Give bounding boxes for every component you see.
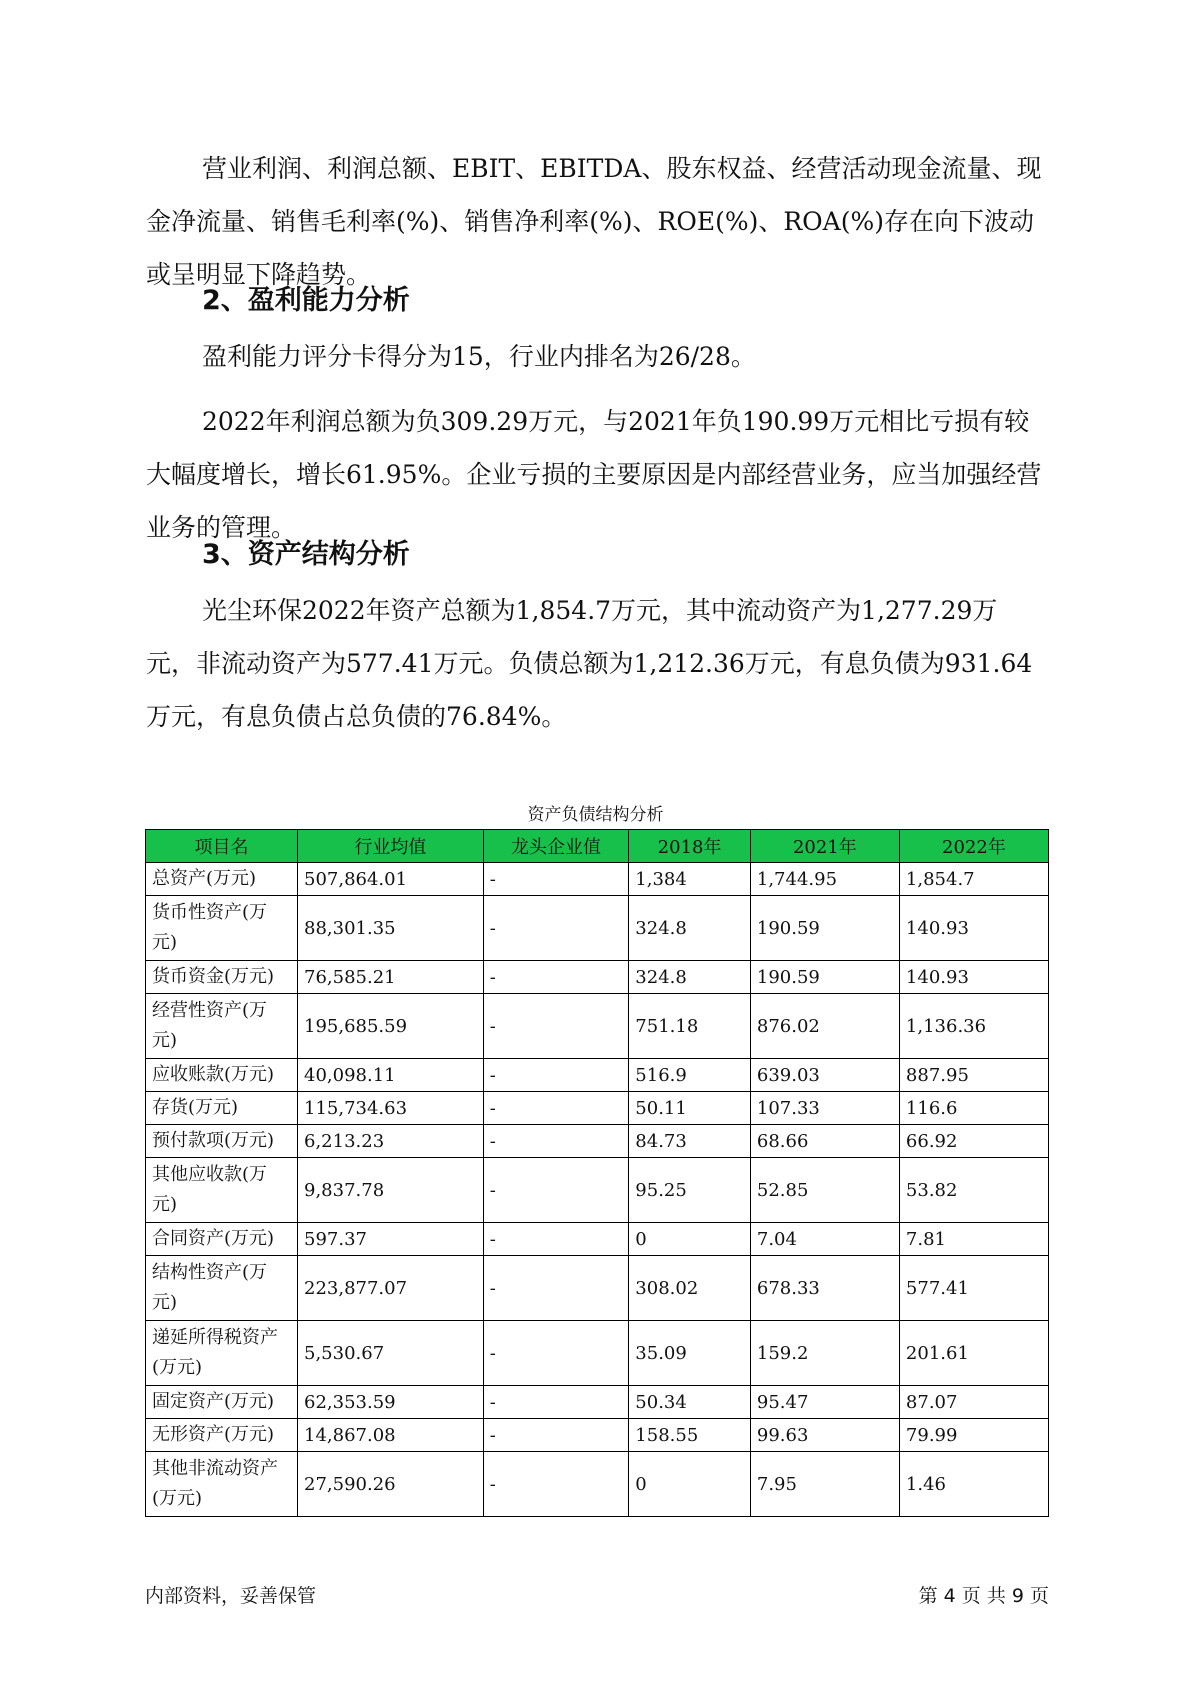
value-cell: 190.59 — [750, 961, 899, 994]
value-cell: 35.09 — [629, 1321, 751, 1386]
value-cell: 577.41 — [899, 1256, 1048, 1321]
value-cell: 158.55 — [629, 1419, 751, 1452]
value-cell: 95.25 — [629, 1158, 751, 1223]
table-header-row — [146, 830, 1049, 863]
table-caption: 资产负债结构分析 — [527, 805, 664, 825]
value-cell: 308.02 — [629, 1256, 751, 1321]
paragraph-scorecard — [146, 330, 1046, 383]
value-cell: 0 — [629, 1223, 751, 1256]
table-row — [146, 1223, 1049, 1256]
table-row — [146, 1092, 1049, 1125]
value-cell: 324.8 — [629, 896, 751, 961]
value-cell: 88,301.35 — [298, 896, 484, 961]
section-heading-profitability: 2、盈利能力分析 — [202, 285, 410, 316]
value-cell: 7.81 — [899, 1223, 1048, 1256]
value-cell: 50.11 — [629, 1092, 751, 1125]
paragraph-profit — [146, 395, 1046, 554]
value-cell: 87.07 — [899, 1386, 1048, 1419]
value-cell: 7.95 — [750, 1452, 899, 1517]
row-label-cell: 总资产(万元) — [146, 863, 298, 896]
balance-sheet-table — [145, 829, 1049, 1517]
value-cell: 107.33 — [750, 1092, 899, 1125]
table-row — [146, 896, 1049, 961]
column-header: 项目名 — [146, 830, 298, 863]
value-cell: - — [483, 1223, 629, 1256]
value-cell: 140.93 — [899, 896, 1048, 961]
value-cell: 1,854.7 — [899, 863, 1048, 896]
value-cell: 0 — [629, 1452, 751, 1517]
row-label-cell: 其他非流动资产(万元) — [146, 1452, 298, 1517]
section-heading-asset-structure: 3、资产结构分析 — [202, 539, 410, 570]
value-cell: 195,685.59 — [298, 994, 484, 1059]
value-cell: 887.95 — [899, 1059, 1048, 1092]
column-header: 2018年 — [629, 830, 751, 863]
value-cell: - — [483, 1256, 629, 1321]
value-cell: 14,867.08 — [298, 1419, 484, 1452]
paragraph-text: 盈利能力评分卡得分为15，行业内排名为26/28。 — [202, 342, 756, 371]
value-cell: 27,590.26 — [298, 1452, 484, 1517]
value-cell: 53.82 — [899, 1158, 1048, 1223]
value-cell: 68.66 — [750, 1125, 899, 1158]
table-row — [146, 1158, 1049, 1223]
value-cell: - — [483, 863, 629, 896]
value-cell: 751.18 — [629, 994, 751, 1059]
value-cell: 79.99 — [899, 1419, 1048, 1452]
value-cell: 5,530.67 — [298, 1321, 484, 1386]
value-cell: 115,734.63 — [298, 1092, 484, 1125]
value-cell: 40,098.11 — [298, 1059, 484, 1092]
value-cell: 223,877.07 — [298, 1256, 484, 1321]
value-cell: 99.63 — [750, 1419, 899, 1452]
value-cell: 876.02 — [750, 994, 899, 1059]
value-cell: - — [483, 1059, 629, 1092]
table-row — [146, 1256, 1049, 1321]
value-cell: 7.04 — [750, 1223, 899, 1256]
value-cell: 201.61 — [899, 1321, 1048, 1386]
paragraph-text: 光尘环保2022年资产总额为1,854.7万元，其中流动资产为1,277.29万元，非流动资产为577.41万元。负债总额为1,212.36万元，有息负债为931.64万元，有息负债占总负债的76.84%。 — [146, 596, 1033, 731]
value-cell: 507,864.01 — [298, 863, 484, 896]
value-cell: 597.37 — [298, 1223, 484, 1256]
value-cell: - — [483, 1158, 629, 1223]
value-cell: 84.73 — [629, 1125, 751, 1158]
value-cell: 140.93 — [899, 961, 1048, 994]
value-cell: - — [483, 1386, 629, 1419]
value-cell: 76,585.21 — [298, 961, 484, 994]
value-cell: 516.9 — [629, 1059, 751, 1092]
row-label-cell: 结构性资产(万元) — [146, 1256, 298, 1321]
value-cell: - — [483, 1092, 629, 1125]
value-cell: 639.03 — [750, 1059, 899, 1092]
value-cell: 1,136.36 — [899, 994, 1048, 1059]
row-label-cell: 其他应收款(万元) — [146, 1158, 298, 1223]
row-label-cell: 递延所得税资产(万元) — [146, 1321, 298, 1386]
paragraph-text: 2022年利润总额为负309.29万元，与2021年负190.99万元相比亏损有较大幅度增长，增长61.95%。企业亏损的主要原因是内部经营业务，应当加强经营业务的管理。 — [146, 407, 1042, 542]
row-label-cell: 货币性资产(万元) — [146, 896, 298, 961]
value-cell: 6,213.23 — [298, 1125, 484, 1158]
row-label-cell: 合同资产(万元) — [146, 1223, 298, 1256]
column-header: 2021年 — [750, 830, 899, 863]
column-header: 2022年 — [899, 830, 1048, 863]
value-cell: 1,744.95 — [750, 863, 899, 896]
value-cell: - — [483, 896, 629, 961]
footer-page-number: 第 4 页 共 9 页 — [918, 1585, 1049, 1607]
column-header: 行业均值 — [298, 830, 484, 863]
row-label-cell: 经营性资产(万元) — [146, 994, 298, 1059]
value-cell: 66.92 — [899, 1125, 1048, 1158]
row-label-cell: 存货(万元) — [146, 1092, 298, 1125]
value-cell: 50.34 — [629, 1386, 751, 1419]
value-cell: 52.85 — [750, 1158, 899, 1223]
table-row — [146, 1321, 1049, 1386]
column-header: 龙头企业值 — [483, 830, 629, 863]
value-cell: 62,353.59 — [298, 1386, 484, 1419]
table-row — [146, 1059, 1049, 1092]
value-cell: 95.47 — [750, 1386, 899, 1419]
value-cell: 678.33 — [750, 1256, 899, 1321]
row-label-cell: 无形资产(万元) — [146, 1419, 298, 1452]
table-row — [146, 863, 1049, 896]
value-cell: - — [483, 994, 629, 1059]
table-row — [146, 994, 1049, 1059]
value-cell: - — [483, 961, 629, 994]
value-cell: - — [483, 1452, 629, 1517]
row-label-cell: 预付款项(万元) — [146, 1125, 298, 1158]
value-cell: 1,384 — [629, 863, 751, 896]
value-cell: - — [483, 1125, 629, 1158]
row-label-cell: 固定资产(万元) — [146, 1386, 298, 1419]
value-cell: - — [483, 1321, 629, 1386]
table-row — [146, 1419, 1049, 1452]
value-cell: 1.46 — [899, 1452, 1048, 1517]
value-cell: 190.59 — [750, 896, 899, 961]
footer-confidential-note: 内部资料，妥善保管 — [145, 1585, 317, 1607]
value-cell: - — [483, 1419, 629, 1452]
value-cell: 159.2 — [750, 1321, 899, 1386]
table-row — [146, 1452, 1049, 1517]
table-row — [146, 1125, 1049, 1158]
paragraph-text: 营业利润、利润总额、EBIT、EBITDA、股东权益、经营活动现金流量、现金净流量、销售毛利率(%)、销售净利率(%)、ROE(%)、ROA(%)存在向下波动或呈明显下降趋势。 — [146, 154, 1042, 289]
row-label-cell: 货币资金(万元) — [146, 961, 298, 994]
table-row — [146, 1386, 1049, 1419]
value-cell: 116.6 — [899, 1092, 1048, 1125]
row-label-cell: 应收账款(万元) — [146, 1059, 298, 1092]
value-cell: 9,837.78 — [298, 1158, 484, 1223]
table-row — [146, 961, 1049, 994]
value-cell: 324.8 — [629, 961, 751, 994]
paragraph-assets — [146, 584, 1046, 743]
